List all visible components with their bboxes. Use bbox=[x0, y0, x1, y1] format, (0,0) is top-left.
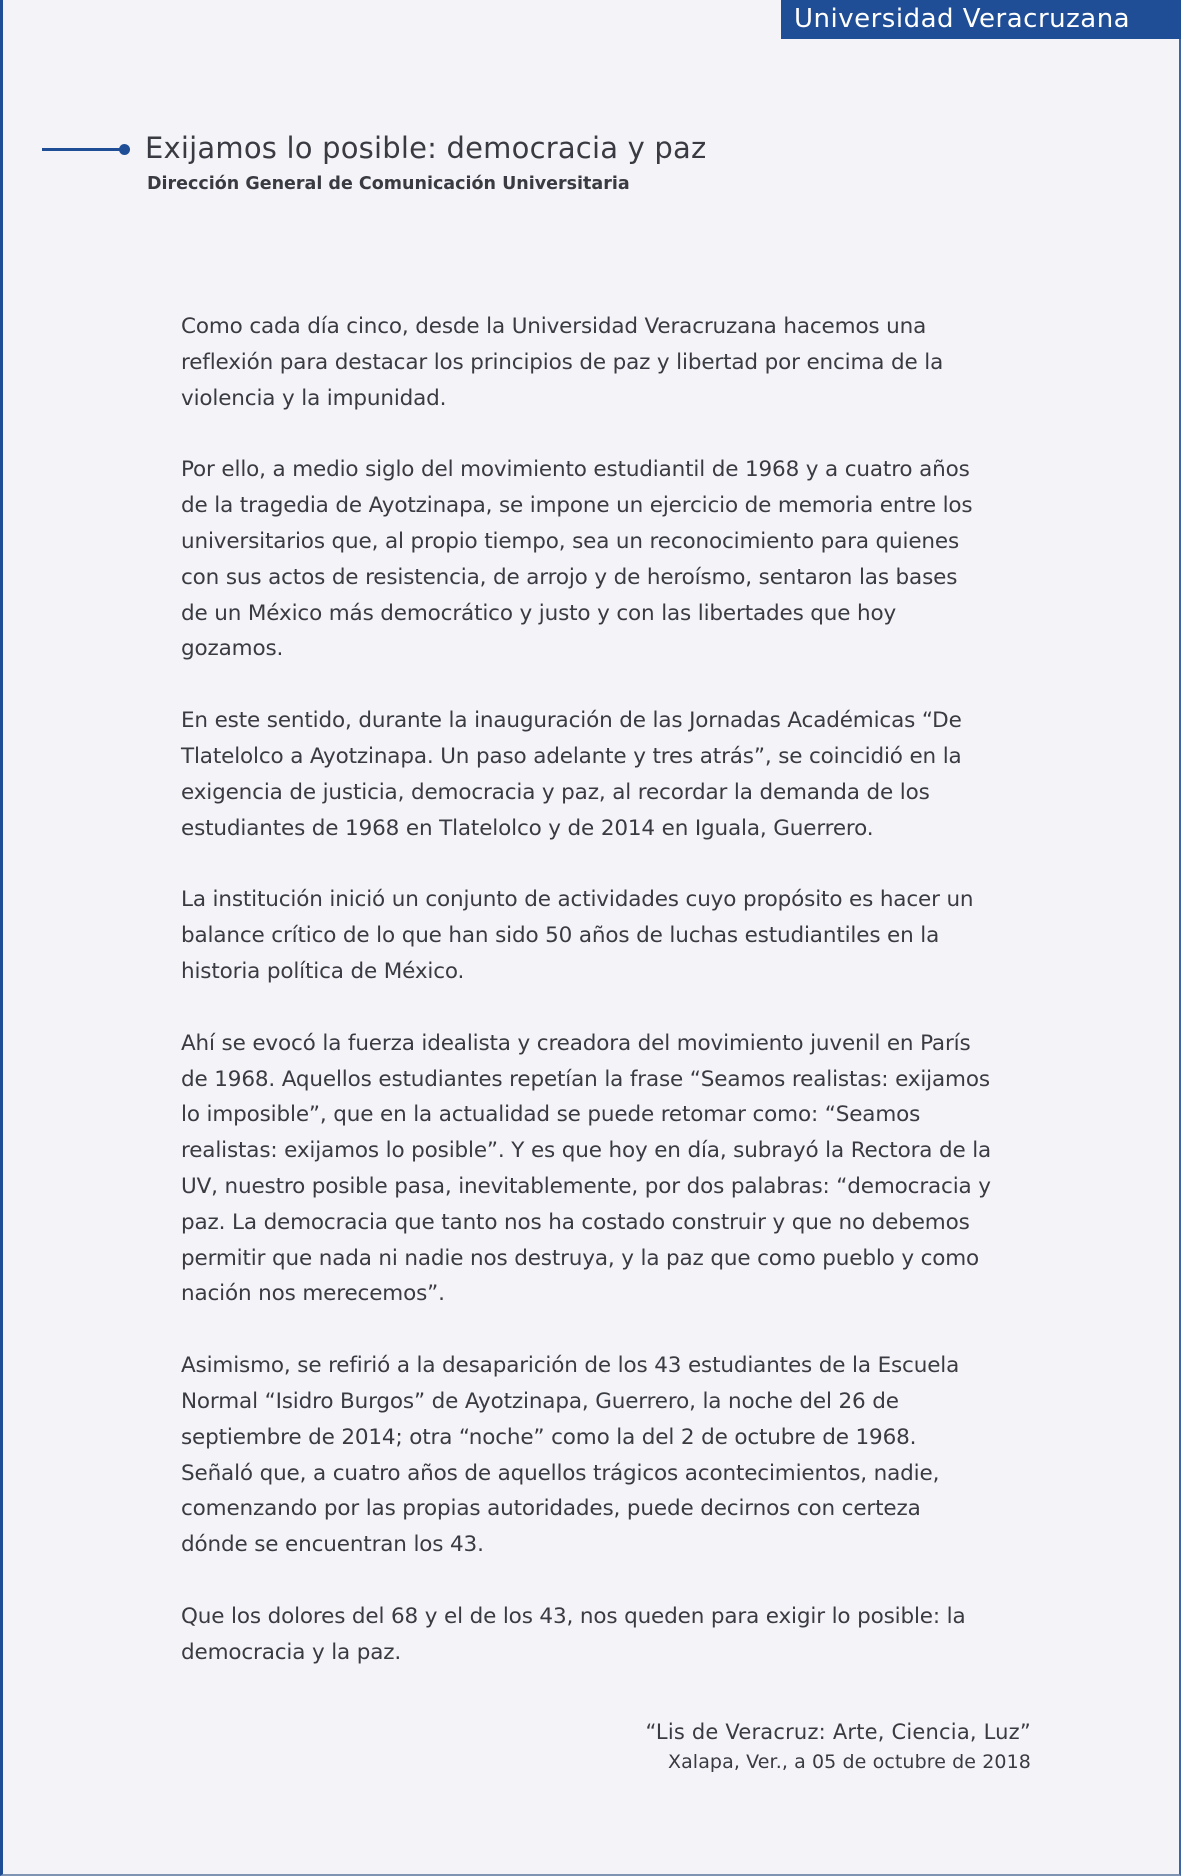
paragraph-line: Que los dolores del 68 y el de los 43, nos queden para exigir lo posible: la bbox=[181, 1603, 966, 1629]
paragraph-line: Como cada día cinco, desde la Universidad Veracruzana hacemos una bbox=[181, 314, 927, 339]
university-brand-banner bbox=[781, 0, 1181, 39]
paragraph-line: comenzando por las propias autoridades, puede decirnos con certeza bbox=[181, 1496, 921, 1522]
title-bullet-dot-icon bbox=[119, 144, 130, 155]
paragraph-line: violencia y la impunidad. bbox=[181, 385, 447, 411]
article-paragraph bbox=[181, 1599, 1061, 1671]
paragraph-line: Asimismo, se refirió a la desaparición de los 43 estudiantes de la Escuela bbox=[181, 1353, 960, 1379]
article-paragraph bbox=[181, 1348, 1061, 1563]
article-body bbox=[181, 309, 1061, 1707]
paragraph-line: universitarios que, al propio tiempo, sea un reconocimiento para quienes bbox=[181, 528, 960, 554]
signature-motto: “Lis de Veracruz: Arte, Ciencia, Luz” bbox=[645, 1720, 1031, 1744]
paragraph-line: permitir que nada ni nadie nos destruya, y la paz que como pueblo y como bbox=[181, 1245, 980, 1271]
article-paragraph bbox=[181, 309, 1061, 416]
paragraph-line: dónde se encuentran los 43. bbox=[181, 1532, 484, 1558]
paragraph-line: Ahí se evocó la fuerza idealista y creadora del movimiento juvenil en París bbox=[181, 1030, 971, 1056]
paragraph-line: de un México más democrático y justo y con las libertades que hoy bbox=[181, 600, 897, 626]
paragraph-line: nación nos merecemos”. bbox=[181, 1281, 445, 1307]
article-subtitle: Dirección General de Comunicación Universitaria bbox=[147, 174, 630, 194]
paragraph-line: En este sentido, durante la inauguración de las Jornadas Académicas “De bbox=[181, 708, 962, 734]
article-paragraph bbox=[181, 703, 1061, 846]
paragraph-line: historia política de México. bbox=[181, 958, 465, 984]
signature-block bbox=[645, 1717, 1031, 1777]
paragraph-line: realistas: exijamos lo posible”. Y es que hoy en día, subrayó la Rectora de la bbox=[181, 1138, 992, 1164]
paragraph-line: Tlatelolco a Ayotzinapa. Un paso adelante y tres atrás”, se coincidió en la bbox=[181, 743, 962, 769]
paragraph-line: balance crítico de lo que han sido 50 años de luchas estudiantiles en la bbox=[181, 923, 940, 949]
paragraph-line: septiembre de 2014; otra “noche” como la del 2 de octubre de 1968. bbox=[181, 1424, 917, 1450]
article-paragraph bbox=[181, 452, 1061, 667]
paragraph-line: gozamos. bbox=[181, 636, 284, 662]
paragraph-line: Normal “Isidro Burgos” de Ayotzinapa, Guerrero, la noche del 26 de bbox=[181, 1388, 899, 1414]
article-paragraph bbox=[181, 1026, 1061, 1312]
paragraph-line: democracia y la paz. bbox=[181, 1639, 402, 1665]
paragraph-line: Señaló que, a cuatro años de aquellos trágicos acontecimientos, nadie, bbox=[181, 1460, 940, 1486]
title-bullet-line bbox=[42, 148, 122, 151]
paragraph-line: de la tragedia de Ayotzinapa, se impone un ejercicio de memoria entre los bbox=[181, 493, 973, 519]
paragraph-line: exigencia de justicia, democracia y paz, al recordar la demanda de los bbox=[181, 779, 930, 805]
paragraph-line: La institución inició un conjunto de actividades cuyo propósito es hacer un bbox=[181, 887, 974, 913]
paragraph-line: estudiantes de 1968 en Tlatelolco y de 2014 en Iguala, Guerrero. bbox=[181, 815, 874, 841]
signature-place-date: Xalapa, Ver., a 05 de octubre de 2018 bbox=[667, 1751, 1031, 1773]
brand-name: Universidad Veracruzana bbox=[794, 4, 1131, 34]
article-paragraph bbox=[181, 882, 1061, 989]
paragraph-line: paz. La democracia que tanto nos ha costado construir y que no debemos bbox=[181, 1209, 970, 1235]
paragraph-line: Por ello, a medio siglo del movimiento estudiantil de 1968 y a cuatro años bbox=[181, 457, 970, 483]
paragraph-line: lo imposible”, que en la actualidad se puede retomar como: “Seamos bbox=[181, 1102, 921, 1128]
paragraph-line: con sus actos de resistencia, de arrojo y de heroísmo, sentaron las bases bbox=[181, 564, 958, 590]
paragraph-line: reflexión para destacar los principios de paz y libertad por encima de la bbox=[181, 349, 944, 375]
paragraph-line: UV, nuestro posible pasa, inevitablemente, por dos palabras: “democracia y bbox=[181, 1173, 991, 1199]
paragraph-line: de 1968. Aquellos estudiantes repetían la frase “Seamos realistas: exijamos bbox=[181, 1066, 990, 1092]
article-title: Exijamos lo posible: democracia y paz bbox=[145, 131, 707, 165]
